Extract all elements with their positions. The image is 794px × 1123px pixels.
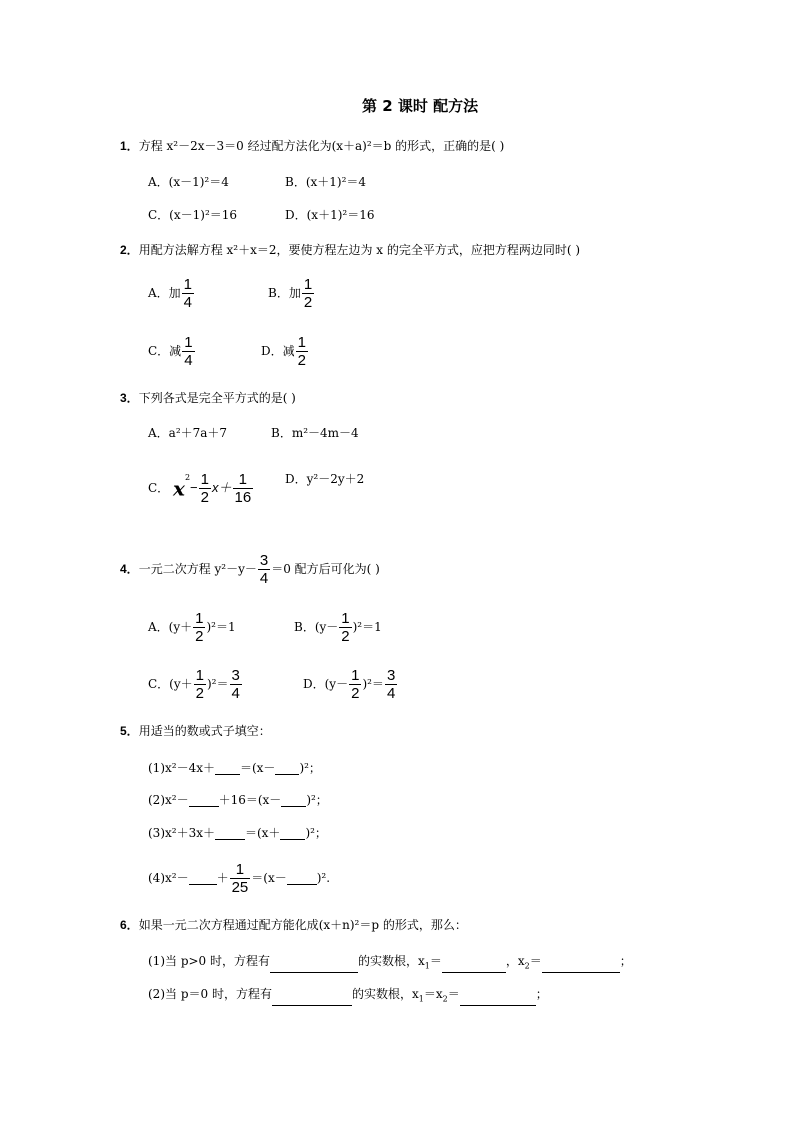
question-number: 6． [120,918,139,932]
option-label: A．加 [148,286,181,300]
question-6 [120,918,467,932]
answer-blank[interactable] [280,827,305,840]
answer-blank[interactable] [542,960,620,973]
answer-blank[interactable] [460,993,536,1006]
answer-blank[interactable] [189,872,217,885]
fraction: $\frac{1}{4}$ [183,276,193,311]
fill-line-p-positive: (1)当 p>0 时，方程有 的实数根，$x_1=$ ，$x_2=$ ； [148,954,632,973]
option-c: C． $x^2-$ $\frac{1}{2}$ x＋ $\frac{1}{16}$ [148,471,252,506]
option-c [148,334,196,369]
question-stem: 下列各式是完全平方式的是( ) [138,391,296,405]
option-d: D．(y－ $\frac{1}{2}$ )²＝ $\frac{3}{4}$ [303,667,396,702]
fill-line-4: (4)x²－ ＋ $\frac{1}{25}$ ＝(x－ )². [148,861,331,896]
fraction: $\frac{1}{2}$ [297,334,306,369]
question-stem: 用配方法解方程 x²＋x＝2，要使方程左边为 x 的完全平方式，应把方程两边同时( ) [138,243,581,257]
option-a: A．(y＋ $\frac{1}{2}$ )²＝1 [148,610,236,645]
question-number: 3． [120,391,139,405]
answer-blank[interactable] [215,827,245,840]
fraction: $\frac{1}{2}$ [200,471,209,506]
answer-blank[interactable] [442,960,506,973]
option-b: B．(y－ $\frac{1}{2}$ )²＝1 [294,610,382,645]
fraction: $\frac{1}{4}$ [184,334,193,369]
question-5 [120,724,271,738]
question-number: 5． [120,724,139,738]
answer-blank[interactable] [270,960,358,973]
page-title: 第 2 课时 配方法 [362,97,479,115]
option-d: D．(x＋1)²＝16 [285,208,375,222]
option-d [261,334,309,369]
fill-line-p-zero: (2)当 p＝0 时，方程有 的实数根，$x_1=x_2=$ ； [148,987,548,1006]
answer-blank[interactable] [272,993,352,1006]
answer-blank[interactable] [281,794,306,807]
fraction: $\frac{1}{16}$ [234,471,252,506]
answer-blank[interactable] [275,762,299,775]
option-b: B．(x＋1)²＝4 [285,175,367,189]
answer-blank[interactable] [189,794,219,807]
option-label: D．减 [261,344,295,358]
option-c: C．(y＋ $\frac{1}{2}$ )²＝ $\frac{3}{4}$ [148,667,240,702]
question-2 [120,243,580,257]
question-number: 4． [120,562,139,576]
option-c: C．(x－1)²＝16 [148,208,238,222]
option-d: D．y²－2y＋2 [285,472,365,486]
answer-blank[interactable] [287,872,317,885]
variable-x: x [173,476,185,501]
option-b: B．m²－4m－4 [271,426,359,440]
question-1 [120,139,504,153]
question-number: 2． [120,243,139,257]
answer-blank[interactable] [215,762,240,775]
option-label: B．加 [268,286,301,300]
fill-line-1: (1)x²－4x＋ ＝(x－ )²； [148,761,321,775]
option-a: A．a²＋7a＋7 [148,426,228,440]
fraction: $\frac{1}{2}$ [303,276,313,311]
question-stem: 如果一元二次方程通过配方能化成(x＋n)²＝p 的形式，那么： [138,918,467,932]
question-number: 1． [120,139,139,153]
question-stem: 用适当的数或式子填空： [138,724,271,738]
question-stem: 方程 x²－2x－3＝0 经过配方法化为(x＋a)²＝b 的形式，正确的是( ) [138,139,505,153]
question-3 [120,391,296,405]
option-b [268,276,315,311]
option-label: C．减 [148,344,182,358]
fraction: $\frac{3}{4}$ [259,552,269,587]
option-label: C． [148,481,170,495]
fill-line-2: (2)x²－ ＋16＝(x－ )²； [148,793,328,807]
fill-line-3: (3)x²＋3x＋ ＝(x＋ )²； [148,826,327,840]
question-4: 4．一元二次方程 y²－y－ $\frac{3}{4}$ ＝0 配方后可化为( ) [120,552,380,587]
option-a [148,276,195,311]
option-a: A．(x－1)²＝4 [148,175,229,189]
